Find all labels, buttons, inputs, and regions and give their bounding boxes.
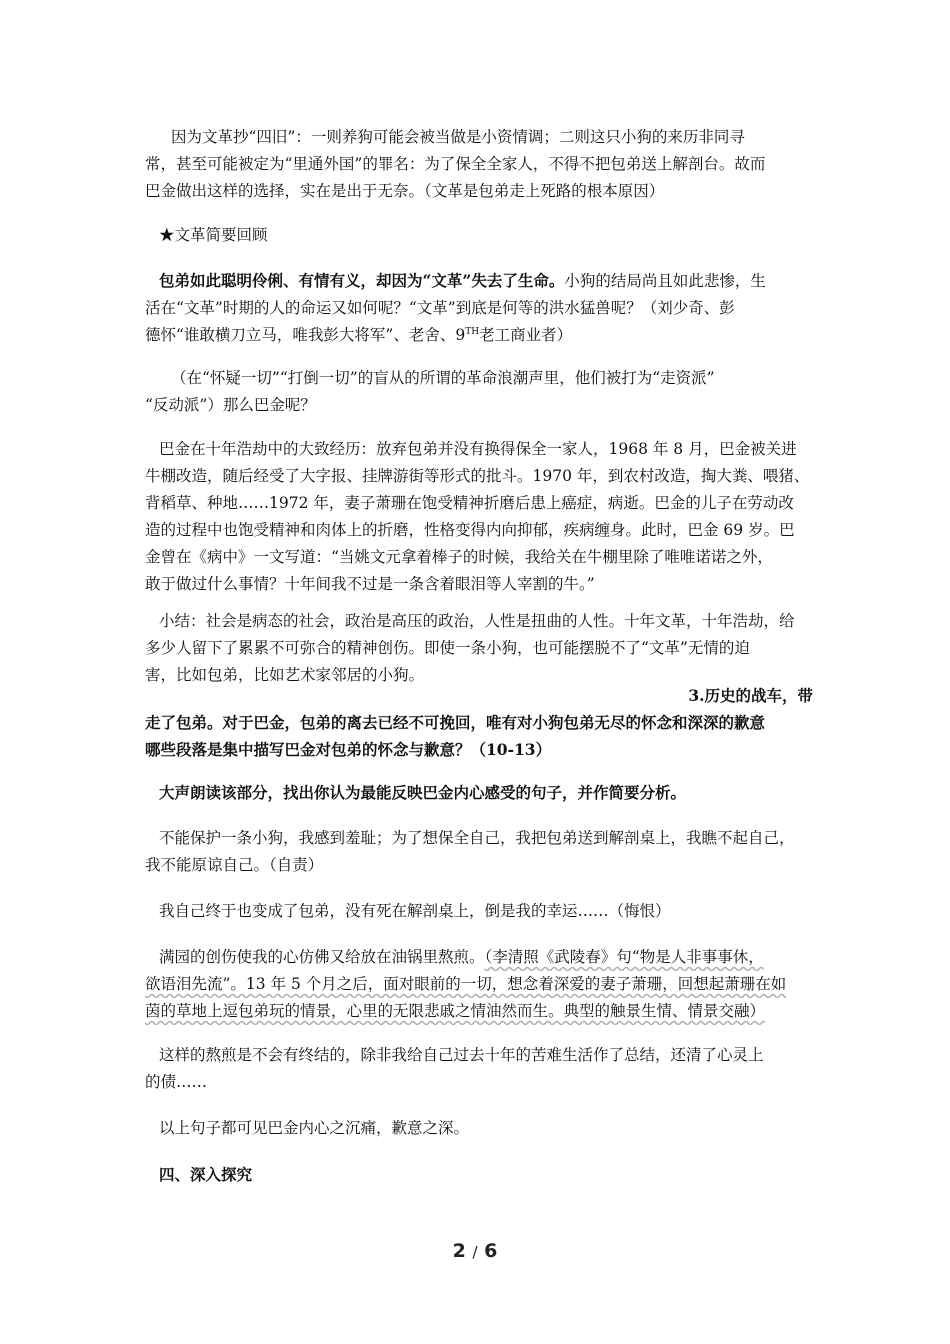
text-line: 这样的熬煎是不会有终结的，除非我给自己过去十年的苦难生活作了总结，还清了心灵上 xyxy=(159,1046,764,1064)
paragraph-section-3 xyxy=(145,682,813,763)
page-total: 6 xyxy=(484,1240,498,1262)
text-line: 以上句子都可见巴金内心之沉痛，歉意之深。 xyxy=(159,1119,470,1137)
text-line: 不能保护一条小狗，我感到羞耻；为了想保全自己，我把包弟送到解剖桌上，我瞧不起自己， xyxy=(159,829,795,847)
text-line xyxy=(145,267,813,295)
text-line xyxy=(145,944,813,971)
text-line: 四、深入探究 xyxy=(159,1165,253,1184)
text-line: 牛棚改造，随后经受了大字报、挂牌游街等形式的批斗。1970 年，到农村改造，掏大粪、喂猪、 xyxy=(145,467,810,485)
text-line: （在“怀疑一切”“打倒一切”的盲从的所谓的革命浪潮声里，他们被打为“走资派” xyxy=(171,369,715,387)
section-4-heading xyxy=(145,1161,813,1188)
text-line: 造的过程中也饱受精神和肉体上的折磨，性格变得内向抑郁，疾病缠身。此时，巴金 69 岁。巴 xyxy=(145,521,795,539)
section-3-heading: 3.历史的战车，带 xyxy=(688,686,813,705)
text-line: 走了包弟。对于巴金，包弟的离去已经不可挽回，唯有对小狗包弟无尽的怀念和深深的歉意 xyxy=(145,713,766,732)
paragraph-reading-task xyxy=(145,779,813,806)
text-line: 巴金在十年浩劫中的大致经历：放弃包弟并没有换得保全一家人，1968 年 8 月，巴金被关进 xyxy=(159,440,797,458)
text-span: 老工商业者） xyxy=(479,326,573,344)
text-line: ★文革简要回顾 xyxy=(159,226,268,244)
text-line: 小结：社会是病态的社会，政治是高压的政治，人性是扭曲的人性。十年文革，十年浩劫，给 xyxy=(159,612,795,630)
paragraph-wenge-review-heading xyxy=(145,222,813,249)
text-line: 敢于做过什么事情？十年间我不过是一条含着眼泪等人宰割的牛。” xyxy=(145,575,595,593)
annotation-line: 茵的草地上逗包弟玩的情景，心里的无限悲戚之情油然而生。典型的触景生情、情景交融） xyxy=(145,1002,766,1020)
text-span: 德怀“谁敢横刀立马，唯我彭大将军”、老舍、9 xyxy=(145,326,466,344)
page-number xyxy=(0,1240,950,1262)
text-line: 巴金做出这样的选择，实在是出于无奈。（文革是包弟走上死路的根本原因） xyxy=(145,182,665,200)
paragraph-bajin-experience xyxy=(145,436,813,598)
text-line: 哪些段落是集中描写巴金对包弟的怀念与歉意？（10-13） xyxy=(145,740,552,759)
page-separator: / xyxy=(472,1243,478,1261)
text-line: 因为文革抄“四旧”：一则养狗可能会被当做是小资情调；二则这只小狗的来历非同寻 xyxy=(171,128,745,146)
text-line: 的债…… xyxy=(145,1073,208,1091)
bold-lead: 包弟如此聪明伶俐、有情有义，却因为“文革”失去了生命。 xyxy=(159,271,565,290)
text-line: 我自己终于也变成了包弟，没有死在解剖桌上，倒是我的幸运……（悔恨） xyxy=(159,902,671,920)
text-line: 背稻草、种地……1972 年，妻子萧珊在饱受精神折磨后患上癌症，病逝。巴金的儿子在劳动改 xyxy=(145,494,794,512)
paragraph-wenge-reason xyxy=(145,124,813,205)
annotation-line: 欲语泪先流”。13 年 5 个月之后，面对眼前的一切，想念着深爱的妻子萧珊，回想起萧珊在如 xyxy=(145,975,787,993)
text-line: “反动派”）那么巴金呢？ xyxy=(145,396,316,414)
paragraph-baodi-fate xyxy=(145,267,813,349)
paragraph-conclusion xyxy=(145,1115,813,1142)
text-line: 常，甚至可能被定为“里通外国”的罪名：为了保全全家人，不得不把包弟送上解剖台。故而 xyxy=(145,155,766,173)
text-line: 害，比如包弟，比如艺术家邻居的小狗。 xyxy=(145,666,425,684)
text-span: 满园的创伤使我的心仿佛又给放在油锅里熬煎。 xyxy=(159,948,485,966)
paragraph-quote-regret xyxy=(145,898,813,925)
text-line: 我不能原谅自己。（自责） xyxy=(145,856,324,874)
text-line: 金曾在《病中》一文写道：“当姚文元拿着棒子的时候，我给关在牛棚里除了唯唯诺诺之外， xyxy=(145,548,773,566)
page-current: 2 xyxy=(452,1240,466,1262)
text-line xyxy=(145,322,813,349)
superscript-th: TH xyxy=(465,326,480,337)
annotation-underlined: （李清照《武陵春》句“物是人非事事休， xyxy=(484,948,764,966)
paragraph-quote-torment xyxy=(145,1042,813,1096)
text-line: 活在“文革”时期的人的命运又如何呢？“文革”到底是何等的洪水猛兽呢？（刘少奇、彭 xyxy=(145,299,735,317)
text-line: 大声朗读该部分，找出你认为最能反映巴金内心感受的句子，并作简要分析。 xyxy=(159,783,687,802)
paragraph-quote-garden xyxy=(145,944,813,1025)
paragraph-quote-shame xyxy=(145,825,813,879)
paragraph-revolution-wave xyxy=(145,365,813,419)
paragraph-summary xyxy=(145,608,813,689)
text-line: 多少人留下了累累不可弥合的精神创伤。即使一条小狗，也可能摆脱不了“文革”无情的迫 xyxy=(145,639,750,657)
text-span: 小狗的结局尚且如此悲惨，生 xyxy=(564,272,766,290)
